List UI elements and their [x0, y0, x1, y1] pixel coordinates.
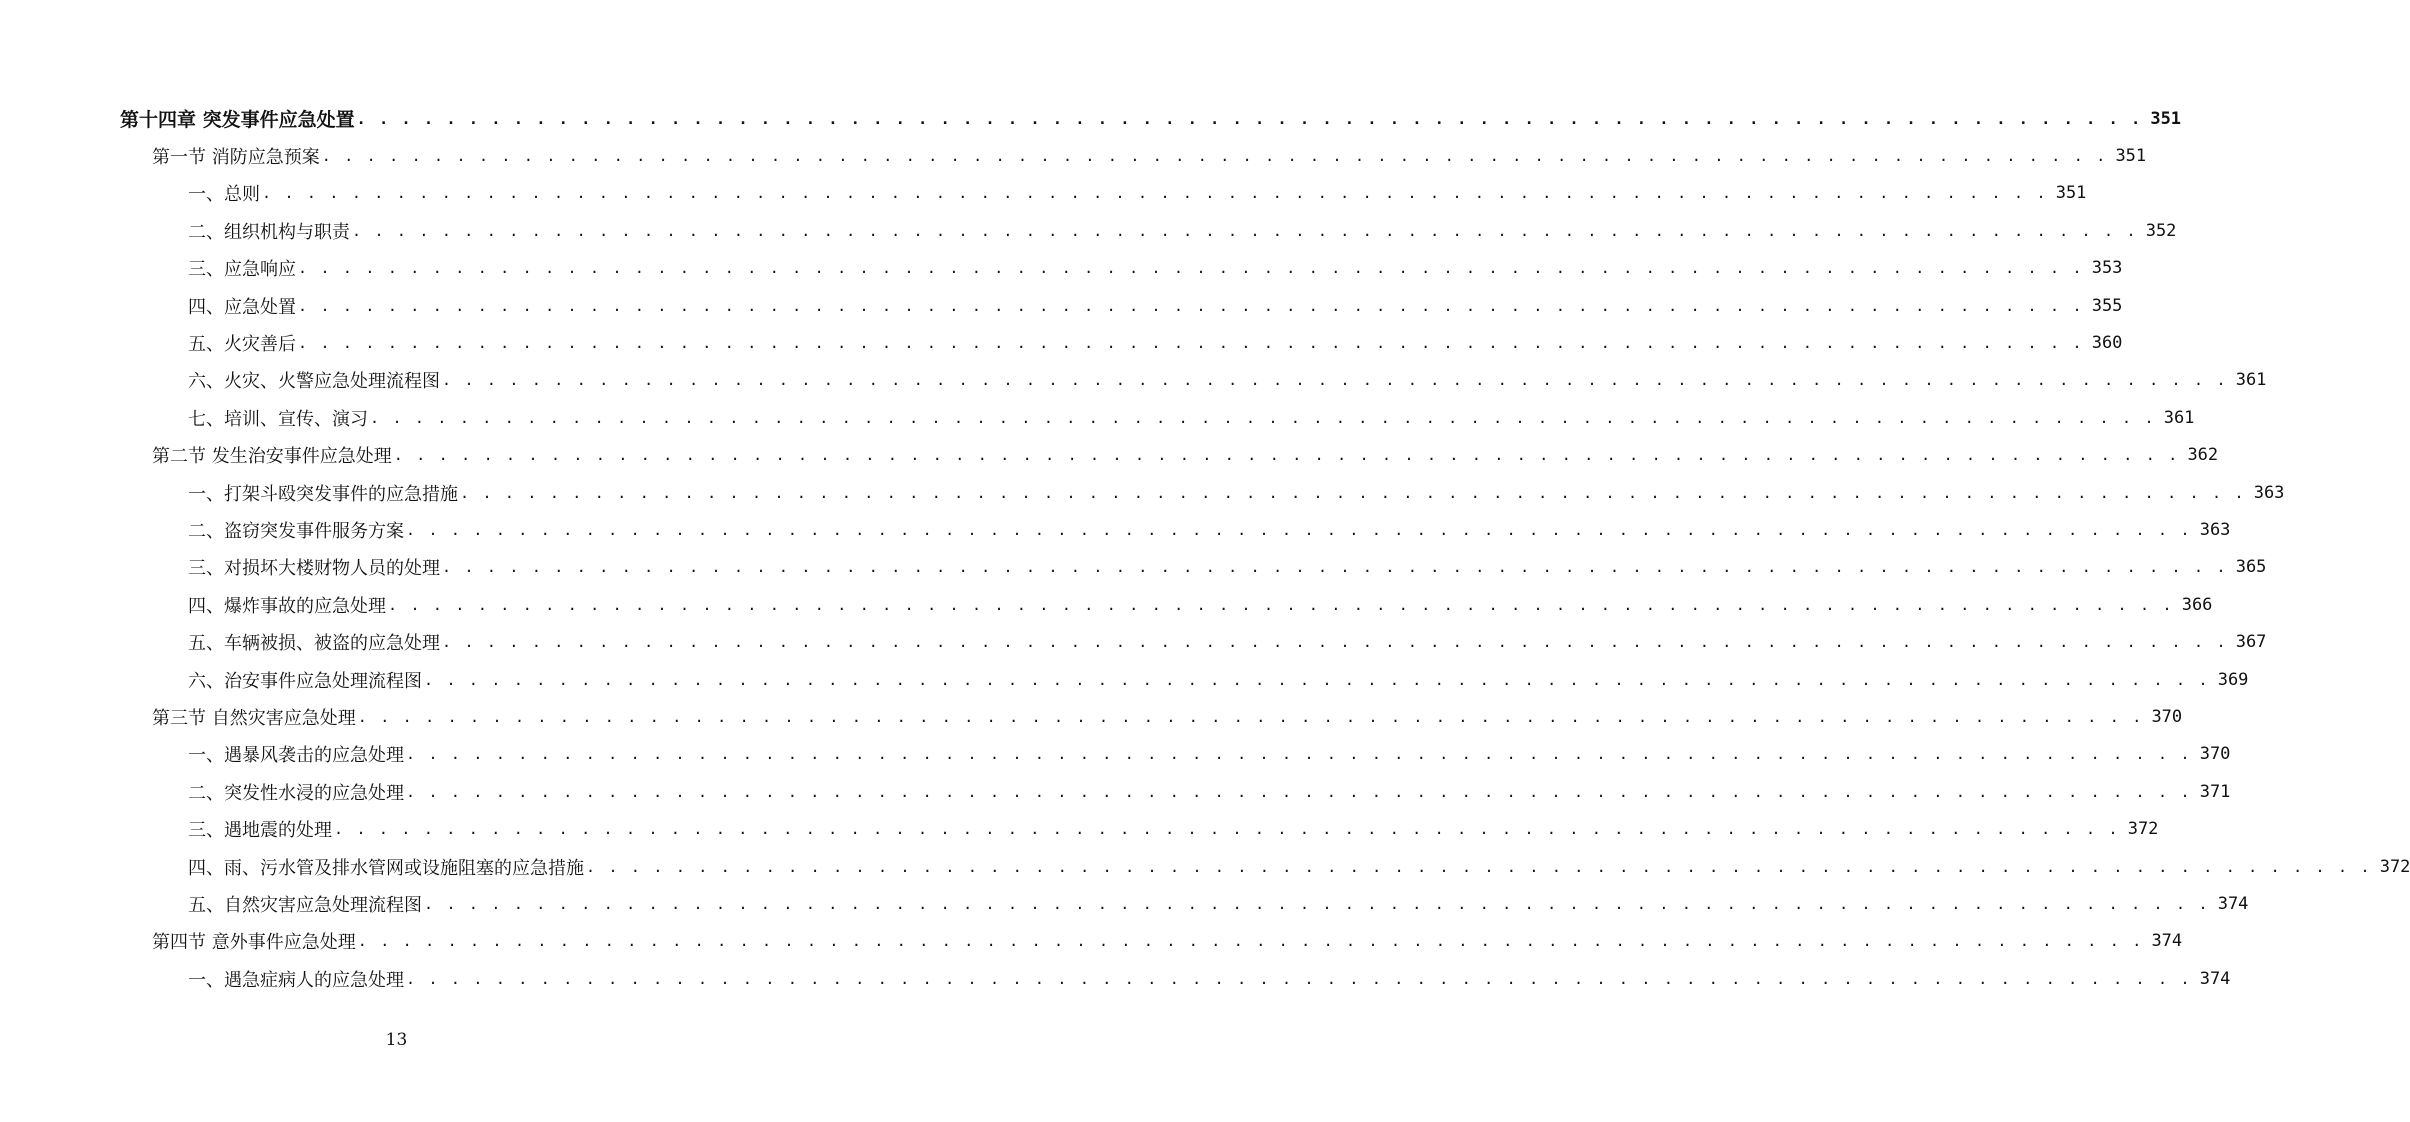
toc-leader: . . . . . . . . . . . . . . . . . . . . . . . . . . . . . . . . . . . . . . . . . . . . . . . . . . . . . . . . . . . . . . . . . . . . . . . . . . . . . . . .	[262, 184, 2048, 203]
toc-entry[interactable]	[0, 848, 2410, 885]
toc-page: 355	[2091, 295, 2123, 316]
toc-leader: . . . . . . . . . . . . . . . . . . . . . . . . . . . . . . . . . . . . . . . . . . . . . . . . . . . . . . . . . . . . . . . . . . . . . . . . . . . . . . . .	[357, 932, 2144, 951]
toc-page: 360	[2091, 333, 2123, 354]
toc-leader: . . . . . . . . . . . . . . . . . . . . . . . . . . . . . . . . . . . . . . . . . . . . . . . . . . . . . . . . . . . . . . . . . . . . . . . . . . . . . . . .	[424, 670, 2210, 689]
toc-title: 五、车辆被损、被盗的应急处理	[188, 633, 440, 655]
toc-entry[interactable]	[0, 175, 2087, 212]
toc-title: 四、雨、污水管及排水管网或设施阻塞的应急措施	[188, 857, 584, 879]
toc-page: 370	[2151, 706, 2183, 727]
toc-page: 367	[2235, 632, 2267, 653]
toc-leader: . . . . . . . . . . . . . . . . . . . . . . . . . . . . . . . . . . . . . . . . . . . . . . . . . . . . . . . . . . . . . . . . . . . . . . . . . . . . . . . .	[424, 894, 2210, 913]
toc-title: 六、火灾、火警应急处理流程图	[188, 371, 440, 393]
toc-page: 370	[2199, 744, 2231, 765]
toc-page: 363	[2199, 519, 2231, 540]
toc-title: 五、自然灾害应急处理流程图	[188, 894, 422, 916]
toc-leader: . . . . . . . . . . . . . . . . . . . . . . . . . . . . . . . . . . . . . . . . . . . . . . . . . . . . . . . . . . . . . . . . . . . . . . . . . . . . . . . .	[352, 221, 2138, 240]
toc-title: 第三节 自然灾害应急处理	[152, 707, 356, 729]
toc-page: 351	[2055, 183, 2087, 204]
toc-leader: . . . . . . . . . . . . . . . . . . . . . . . . . . . . . . . . . . . . . . . . . . . . . . . . . . . . . . . . . . . . . . . . . . . . . . . . . . . . . . . .	[357, 707, 2144, 726]
toc-page: 374	[2217, 893, 2249, 914]
toc-entry[interactable]	[0, 287, 2123, 324]
table-of-contents	[0, 100, 2410, 997]
toc-entry[interactable]	[0, 810, 2159, 847]
toc-page: 351	[2150, 108, 2182, 129]
toc-entry[interactable]	[0, 736, 2231, 773]
toc-entry[interactable]	[0, 885, 2249, 922]
toc-title: 二、盗窃突发事件服务方案	[188, 520, 404, 542]
toc-leader: . . . . . . . . . . . . . . . . . . . . . . . . . . . . . . . . . . . . . . . . . . . . . . . . . . . . . . . . . . . . . . . . . . . . . . . . . . . . . . . .	[442, 558, 2228, 577]
toc-title: 四、爆炸事故的应急处理	[188, 595, 386, 617]
toc-leader: . . . . . . . . . . . . . . . . . . . . . . . . . . . . . . . . . . . . . . . . . . . . . . . . . . . . . . . . . . . . . . . . . . . . . . . . . . . . . . . .	[442, 633, 2228, 652]
toc-leader: . . . . . . . . . . . . . . . . . . . . . . . . . . . . . . . . . . . . . . . . . . . . . . . . . . . . . . . . . . . . . . . . . . . . . . . . . . . . . . . .	[406, 520, 2192, 539]
toc-page: 361	[2163, 407, 2195, 428]
toc-title: 四、应急处置	[188, 296, 296, 318]
toc-title: 三、对损坏大楼财物人员的处理	[188, 558, 440, 580]
toc-entry[interactable]	[0, 960, 2231, 997]
toc-entry[interactable]	[0, 623, 2267, 660]
toc-title: 六、治安事件应急处理流程图	[188, 670, 422, 692]
toc-page: 374	[2151, 931, 2183, 952]
toc-leader: . . . . . . . . . . . . . . . . . . . . . . . . . . . . . . . . . . . . . . . . . . . . . . . . . . . . . . . . . . . . . . . . . . . . . . . . . . . . . . . .	[393, 446, 2180, 465]
toc-title: 第十四章 突发事件应急处置	[120, 109, 355, 132]
toc-page: 363	[2253, 482, 2285, 503]
toc-entry[interactable]	[0, 399, 2195, 436]
toc-leader: . . . . . . . . . . . . . . . . . . . . . . . . . . . . . . . . . . . . . . . . . . . . . . . . . . . . . . . . . . . . . . . . . . . . . . . . . . . . . . . .	[406, 969, 2192, 988]
toc-leader: . . . . . . . . . . . . . . . . . . . . . . . . . . . . . . . . . . . . . . . . . . . . . . . . . . . . . . . . . . . . . . . . . . . . . . . . . . . . . . . .	[334, 820, 2120, 839]
toc-page: 366	[2181, 594, 2213, 615]
toc-leader: . . . . . . . . . . . . . . . . . . . . . . . . . . . . . . . . . . . . . . . . . . . . . . . . . . . . . . . . . . . . . . . . . . . . . . . . . . . . . . . .	[321, 147, 2108, 166]
toc-entry[interactable]	[0, 511, 2231, 548]
page-number: 13	[385, 1030, 408, 1050]
toc-leader: . . . . . . . . . . . . . . . . . . . . . . . . . . . . . . . . . . . . . . . . . . . . . . . . . . . . . . . . . . . . . . . . . . . . . . . . . . . . . . . .	[586, 857, 2372, 876]
toc-entry[interactable]	[0, 250, 2123, 287]
toc-entry[interactable]	[0, 212, 2177, 249]
toc-page: 374	[2199, 968, 2231, 989]
toc-page: 362	[2187, 445, 2219, 466]
toc-entry[interactable]	[0, 661, 2249, 698]
toc-entry[interactable]	[0, 773, 2231, 810]
toc-title: 二、组织机构与职责	[188, 221, 350, 243]
toc-title: 三、应急响应	[188, 259, 296, 281]
toc-page: 372	[2127, 819, 2159, 840]
toc-title: 一、总则	[188, 184, 260, 206]
toc-leader: . . . . . . . . . . . . . . . . . . . . . . . . . . . . . . . . . . . . . . . . . . . . . . . . . . . . . . . . . . . . . . . . . . . . . . . . . . . . . . . .	[460, 483, 2246, 502]
toc-page: 353	[2091, 258, 2123, 279]
toc-page: 365	[2235, 557, 2267, 578]
toc-leader: . . . . . . . . . . . . . . . . . . . . . . . . . . . . . . . . . . . . . . . . . . . . . . . . . . . . . . . . . . . . . . . . . . . . . . . . . . . . . . . .	[406, 782, 2192, 801]
toc-entry[interactable]	[0, 362, 2267, 399]
toc-leader: . . . . . . . . . . . . . . . . . . . . . . . . . . . . . . . . . . . . . . . . . . . . . . . . . . . . . . . . . . . . . . . . . . . . . . . . . . . . . . . .	[370, 408, 2156, 427]
toc-leader: . . . . . . . . . . . . . . . . . . . . . . . . . . . . . . . . . . . . . . . . . . . . . . . . . . . . . . . . . . . . . . . . . . . . . . . . . . . . . . . .	[442, 371, 2228, 390]
toc-leader: . . . . . . . . . . . . . . . . . . . . . . . . . . . . . . . . . . . . . . . . . . . . . . . . . . . . . . . . . . . . . . . . . . . . . . . . . . . . . . . .	[298, 296, 2084, 315]
toc-page: 351	[2115, 146, 2147, 167]
toc-page: 361	[2235, 370, 2267, 391]
toc-page: 372	[2379, 856, 2410, 877]
toc-leader: . . . . . . . . . . . . . . . . . . . . . . . . . . . . . . . . . . . . . . . . . . . . . . . . . . . . . . . . . . . . . . . . . . . . . . . . . . . . . . . .	[388, 595, 2174, 614]
toc-leader: . . . . . . . . . . . . . . . . . . . . . . . . . . . . . . . . . . . . . . . . . . . . . . . . . . . . . . . . . . . . . . . . . . . . . . . . . . . . . . . .	[298, 259, 2084, 278]
toc-leader: . . . . . . . . . . . . . . . . . . . . . . . . . . . . . . . . . . . . . . . . . . . . . . . . . . . . . . . . . . . . . . . . . . . . . . . . . . . . . . . .	[356, 109, 2143, 128]
toc-section[interactable]	[0, 437, 2219, 474]
toc-page: 369	[2217, 669, 2249, 690]
toc-title: 一、打架斗殴突发事件的应急措施	[188, 483, 458, 505]
toc-entry[interactable]	[0, 586, 2213, 623]
toc-title: 二、突发性水浸的应急处理	[188, 782, 404, 804]
toc-title: 一、遇急症病人的应急处理	[188, 969, 404, 991]
toc-leader: . . . . . . . . . . . . . . . . . . . . . . . . . . . . . . . . . . . . . . . . . . . . . . . . . . . . . . . . . . . . . . . . . . . . . . . . . . . . . . . .	[298, 334, 2084, 353]
toc-entry[interactable]	[0, 474, 2285, 511]
toc-title: 第四节 意外事件应急处理	[152, 932, 356, 954]
toc-title: 三、遇地震的处理	[188, 820, 332, 842]
toc-section[interactable]	[0, 698, 2183, 735]
toc-title: 第二节 发生治安事件应急处理	[152, 446, 392, 468]
toc-section[interactable]	[0, 137, 2147, 174]
toc-leader: . . . . . . . . . . . . . . . . . . . . . . . . . . . . . . . . . . . . . . . . . . . . . . . . . . . . . . . . . . . . . . . . . . . . . . . . . . . . . . . .	[406, 745, 2192, 764]
toc-title: 一、遇暴风袭击的应急处理	[188, 745, 404, 767]
toc-page: 352	[2145, 220, 2177, 241]
toc-page: 371	[2199, 781, 2231, 802]
toc-chapter[interactable]	[0, 100, 2182, 137]
toc-title: 第一节 消防应急预案	[152, 147, 320, 169]
toc-entry[interactable]	[0, 324, 2123, 361]
toc-section[interactable]	[0, 923, 2183, 960]
toc-entry[interactable]	[0, 549, 2267, 586]
toc-title: 七、培训、宣传、演习	[188, 408, 368, 430]
toc-title: 五、火灾善后	[188, 334, 296, 356]
